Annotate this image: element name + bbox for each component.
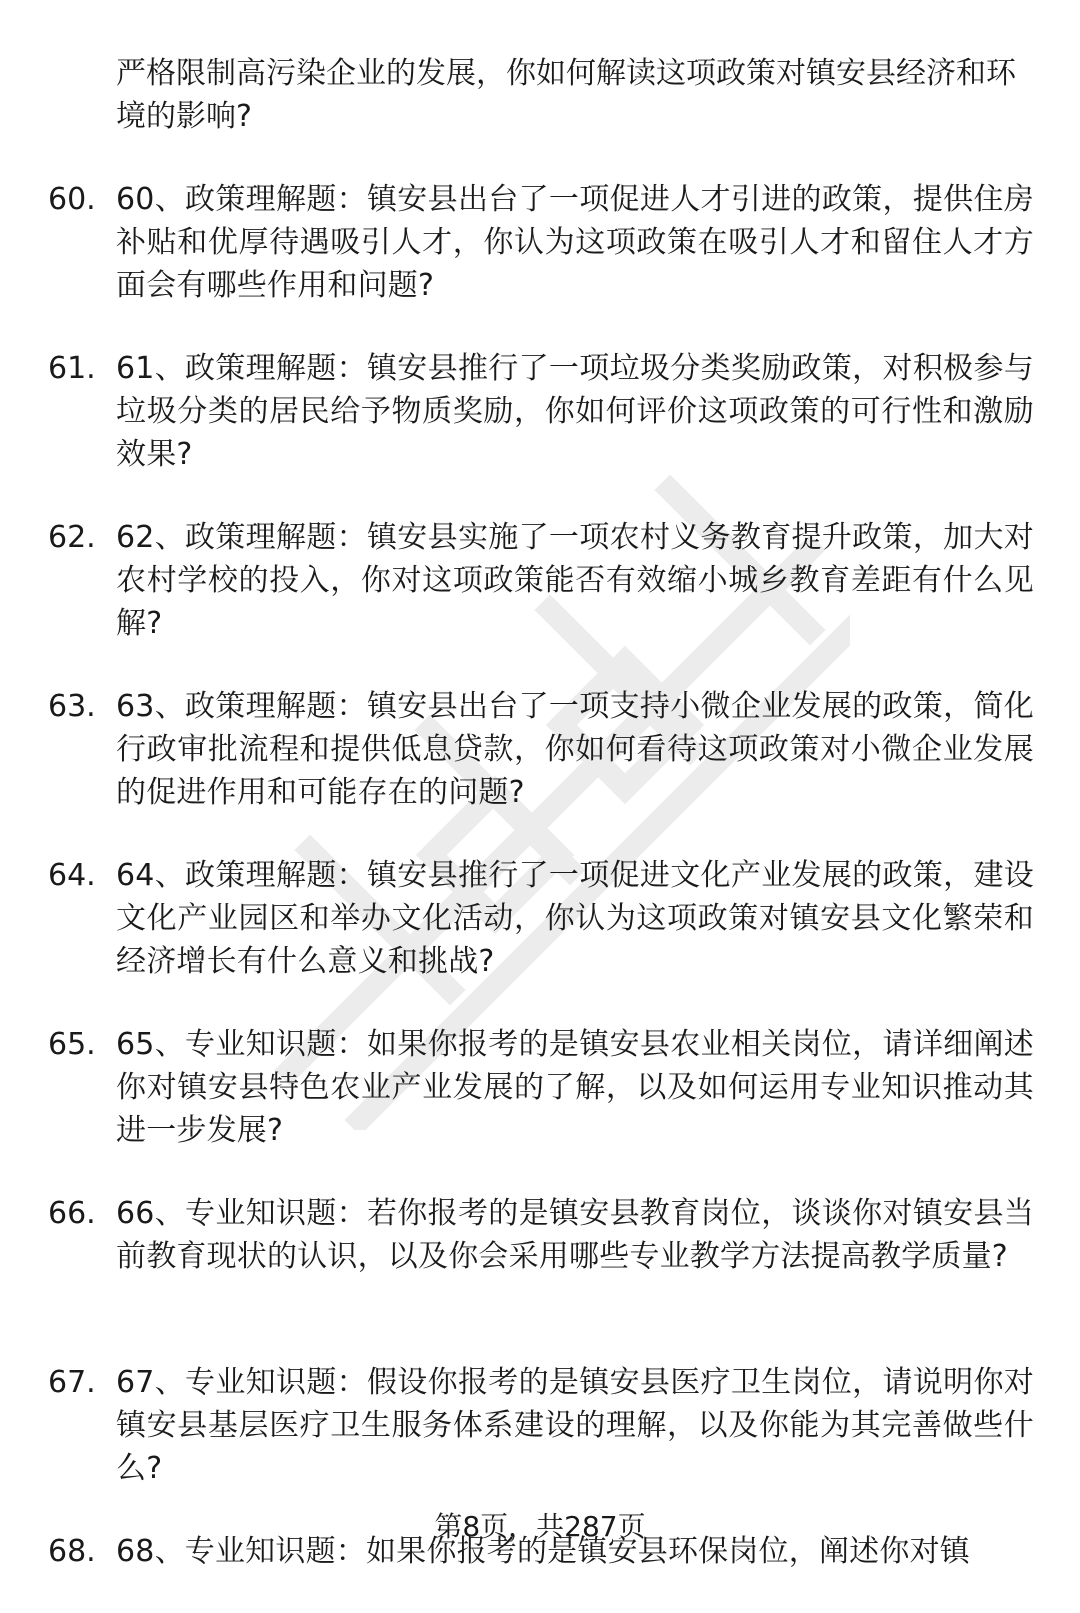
list-item-number: 66. <box>48 1196 96 1231</box>
list-item-number: 65. <box>48 1027 96 1062</box>
list-item-text: 65、专业知识题：如果你报考的是镇安县农业相关岗位，请详细阐述你对镇安县特色农业产业发展的了解，以及如何运用专业知识推动其进一步发展? <box>116 1027 1034 1148</box>
list-item-text: 60、政策理解题：镇安县出台了一项促进人才引进的政策，提供住房补贴和优厚待遇吸引人才，你认为这项政策在吸引人才和留住人才方面会有哪些作用和问题? <box>116 182 1034 303</box>
page-number-footer: 第8页，共287页 <box>434 1510 646 1543</box>
list-item-text: 68、专业知识题：如果你报考的是镇安县环保岗位，阐述你对镇 <box>116 1534 970 1569</box>
list-item-number: 67. <box>48 1365 96 1400</box>
list-item <box>0 178 1080 307</box>
continued-question-text: 严格限制高污染企业的发展，你如何解读这项政策对镇安县经济和环境的影响? <box>116 56 1016 134</box>
list-item-number: 60. <box>48 182 96 217</box>
list-item <box>0 854 1080 983</box>
list-item-number: 61. <box>48 351 96 386</box>
list-item-text: 62、政策理解题：镇安县实施了一项农村义务教育提升政策，加大对农村学校的投入，你对这项政策能否有效缩小城乡教育差距有什么见解? <box>116 520 1034 641</box>
list-item-text: 63、政策理解题：镇安县出台了一项支持小微企业发展的政策，简化行政审批流程和提供低息贷款，你如何看待这项政策对小微企业发展的促进作用和可能存在的问题? <box>116 689 1034 810</box>
list-item <box>0 347 1080 476</box>
list-item-number: 64. <box>48 858 96 893</box>
list-item <box>0 1192 1080 1321</box>
list-item <box>0 1361 1080 1490</box>
list-item <box>0 685 1080 814</box>
list-item-number: 62. <box>48 520 96 555</box>
list-item-number: 68. <box>48 1534 96 1569</box>
list-item-text: 61、政策理解题：镇安县推行了一项垃圾分类奖励政策，对积极参与垃圾分类的居民给予物质奖励，你如何评价这项政策的可行性和激励效果? <box>116 351 1034 472</box>
list-item-text: 64、政策理解题：镇安县推行了一项促进文化产业发展的政策，建设文化产业园区和举办文化活动，你认为这项政策对镇安县文化繁荣和经济增长有什么意义和挑战? <box>116 858 1034 979</box>
document-body <box>0 52 1080 1613</box>
list-item <box>0 1023 1080 1152</box>
list-item <box>0 516 1080 645</box>
list-item-text: 66、专业知识题：若你报考的是镇安县教育岗位，谈谈你对镇安县当前教育现状的认识，以及你会采用哪些专业教学方法提高教学质量? <box>116 1196 1034 1274</box>
list-item-text: 67、专业知识题：假设你报考的是镇安县医疗卫生岗位，请说明你对镇安县基层医疗卫生服务体系建设的理解，以及你能为其完善做些什么? <box>116 1365 1034 1486</box>
list-item-number: 63. <box>48 689 96 724</box>
